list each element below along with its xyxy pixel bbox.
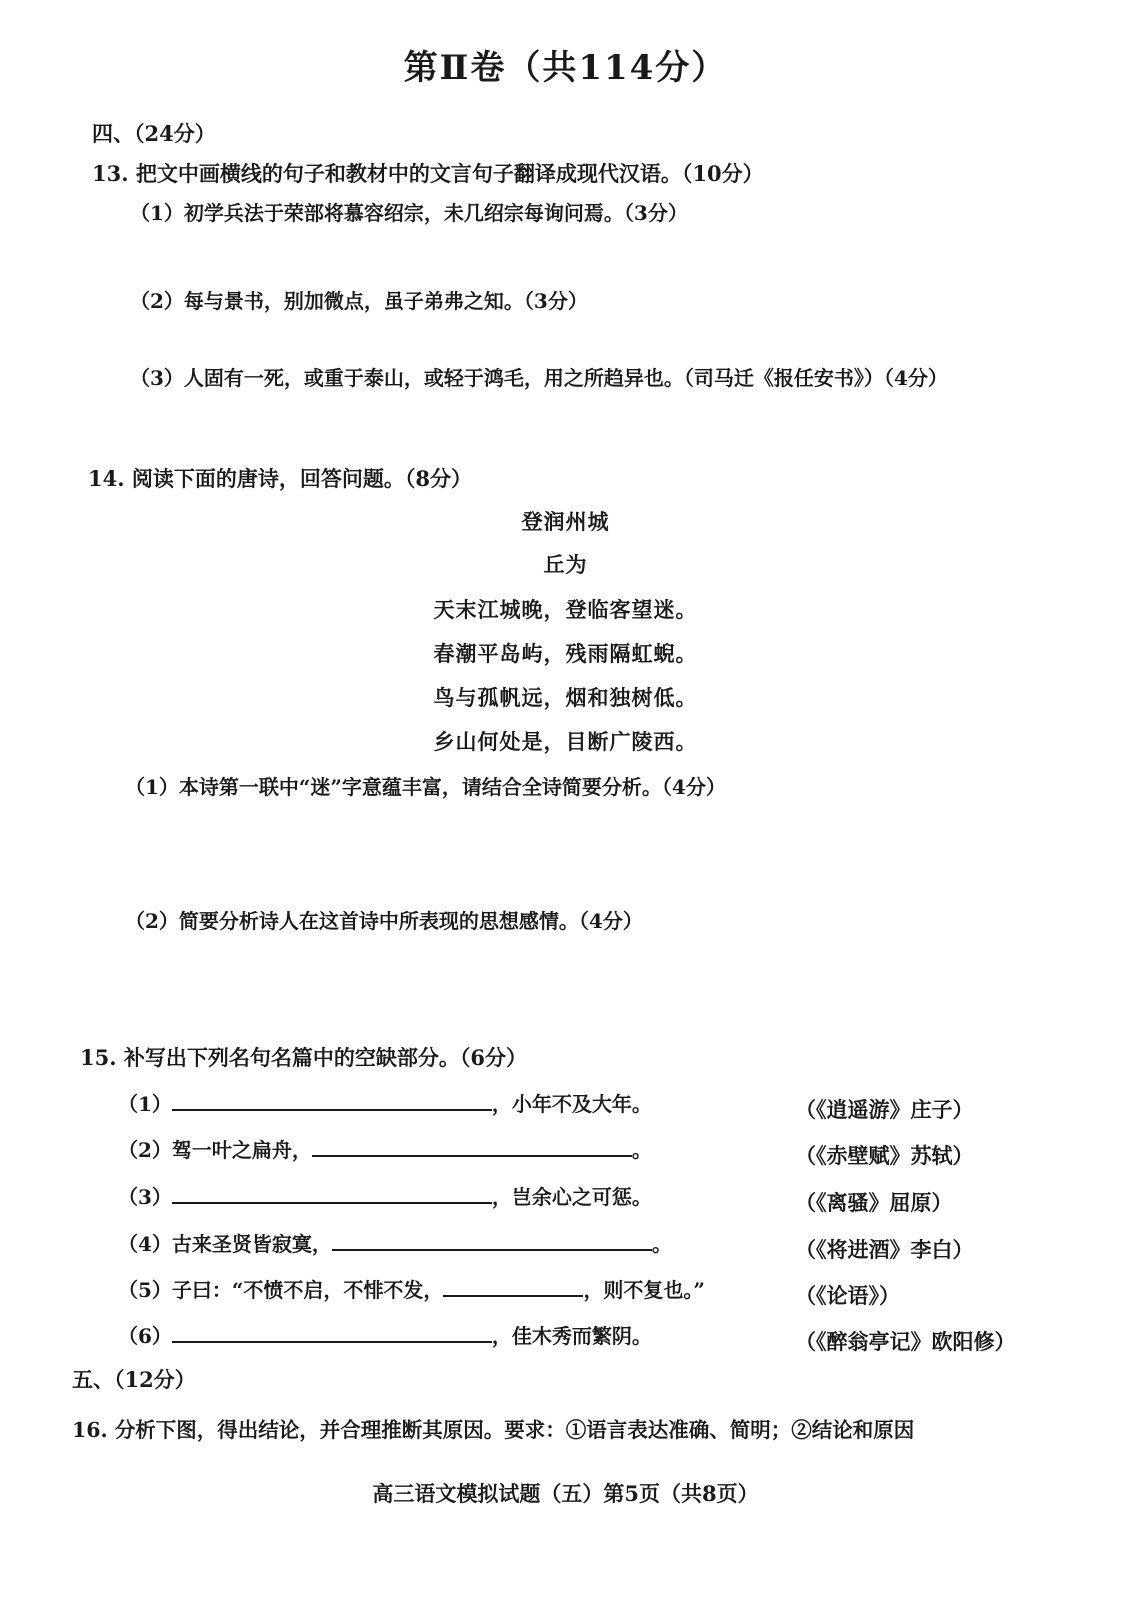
question-13-item-1: （1）初学兵法于荣部将慕容绍宗，未几绍宗每询问焉。（3分） [130, 201, 688, 225]
fill-item-number: （6） [118, 1324, 172, 1348]
fill-item-text: ，则不复也。” [583, 1278, 705, 1302]
answer-blank[interactable] [332, 1229, 652, 1251]
question-14-item-2: （2）简要分析诗人在这首诗中所表现的思想感情。（4分） [125, 909, 643, 933]
fill-item-source: （《醉翁亭记》欧阳修） [795, 1329, 1016, 1354]
question-13-item-3: （3）人固有一死，或重于泰山，或轻于鸿毛，用之所趋异也。（司马迁《报任安书》）（4分） [130, 366, 948, 390]
page-footer: 高三语文模拟试题（五）第5页（共8页） [372, 1481, 759, 1506]
fill-item-text: 古来圣贤皆寂寞， [171, 1232, 332, 1256]
fill-item-number: （3） [118, 1185, 172, 1209]
fill-item-text: ，小年不及大年。 [491, 1092, 652, 1116]
fill-item-number: （4） [118, 1232, 172, 1256]
fill-item-text: 驾一叶之扁舟， [171, 1138, 312, 1162]
fill-item-number: （1） [118, 1092, 172, 1116]
poem-line: 天末江城晚，登临客望迷。 [433, 597, 698, 622]
fill-item-source: （《离骚》屈原） [795, 1190, 953, 1215]
fill-item-text: 。 [631, 1138, 652, 1162]
section-five-heading: 五、（12分） [72, 1367, 196, 1392]
fill-item [118, 1274, 705, 1303]
question-16-stem: 16. 分析下图，得出结论，并合理推断其原因。要求：①语言表达准确、简明；②结论和原因 [72, 1418, 915, 1442]
fill-item-number: （5） [118, 1278, 172, 1302]
fill-item-number: （2） [118, 1138, 172, 1162]
answer-blank[interactable] [443, 1275, 583, 1297]
fill-item-text: ，岂余心之可惩。 [491, 1185, 652, 1209]
poem-line: 春潮平岛屿，残雨隔虹蜺。 [433, 641, 698, 666]
fill-item-source: （《赤壁赋》苏轼） [795, 1143, 974, 1168]
fill-item-text: 。 [651, 1232, 672, 1256]
answer-blank[interactable] [172, 1182, 492, 1204]
section-four-heading: 四、（24分） [92, 121, 216, 146]
question-14-item-1: （1）本诗第一联中“迷”字意蕴丰富，请结合全诗简要分析。（4分） [125, 775, 726, 799]
poem-title: 登润州城 [521, 509, 610, 534]
fill-item [118, 1134, 652, 1163]
fill-item-source: （《逍遥游》庄子） [795, 1097, 974, 1122]
answer-blank[interactable] [172, 1321, 492, 1343]
fill-item-source: （《论语》） [795, 1283, 900, 1308]
poem-line: 鸟与孤帆远，烟和独树低。 [433, 685, 698, 710]
page-title: 第Ⅱ卷（共114分） [403, 48, 728, 88]
fill-item [118, 1228, 672, 1257]
fill-item [118, 1320, 652, 1349]
fill-item-text: ，佳木秀而繁阴。 [491, 1324, 652, 1348]
fill-item [118, 1181, 652, 1210]
poem-line: 乡山何处是，目断广陵西。 [433, 729, 698, 754]
question-13-stem: 13. 把文中画横线的句子和教材中的文言句子翻译成现代汉语。（10分） [92, 161, 764, 186]
question-13-item-2: （2）每与景书，别加微点，虽子弟弗之知。（3分） [130, 289, 588, 313]
fill-item-text: 子曰：“不愤不启，不悱不发， [171, 1278, 444, 1302]
answer-blank[interactable] [172, 1089, 492, 1111]
question-14-stem: 14. 阅读下面的唐诗，回答问题。（8分） [88, 466, 472, 491]
fill-item [118, 1088, 652, 1117]
poem-author: 丘为 [543, 552, 588, 577]
question-15-stem: 15. 补写出下列名句名篇中的空缺部分。（6分） [80, 1045, 527, 1070]
answer-blank[interactable] [312, 1135, 632, 1157]
fill-item-source: （《将进酒》李白） [795, 1237, 974, 1262]
